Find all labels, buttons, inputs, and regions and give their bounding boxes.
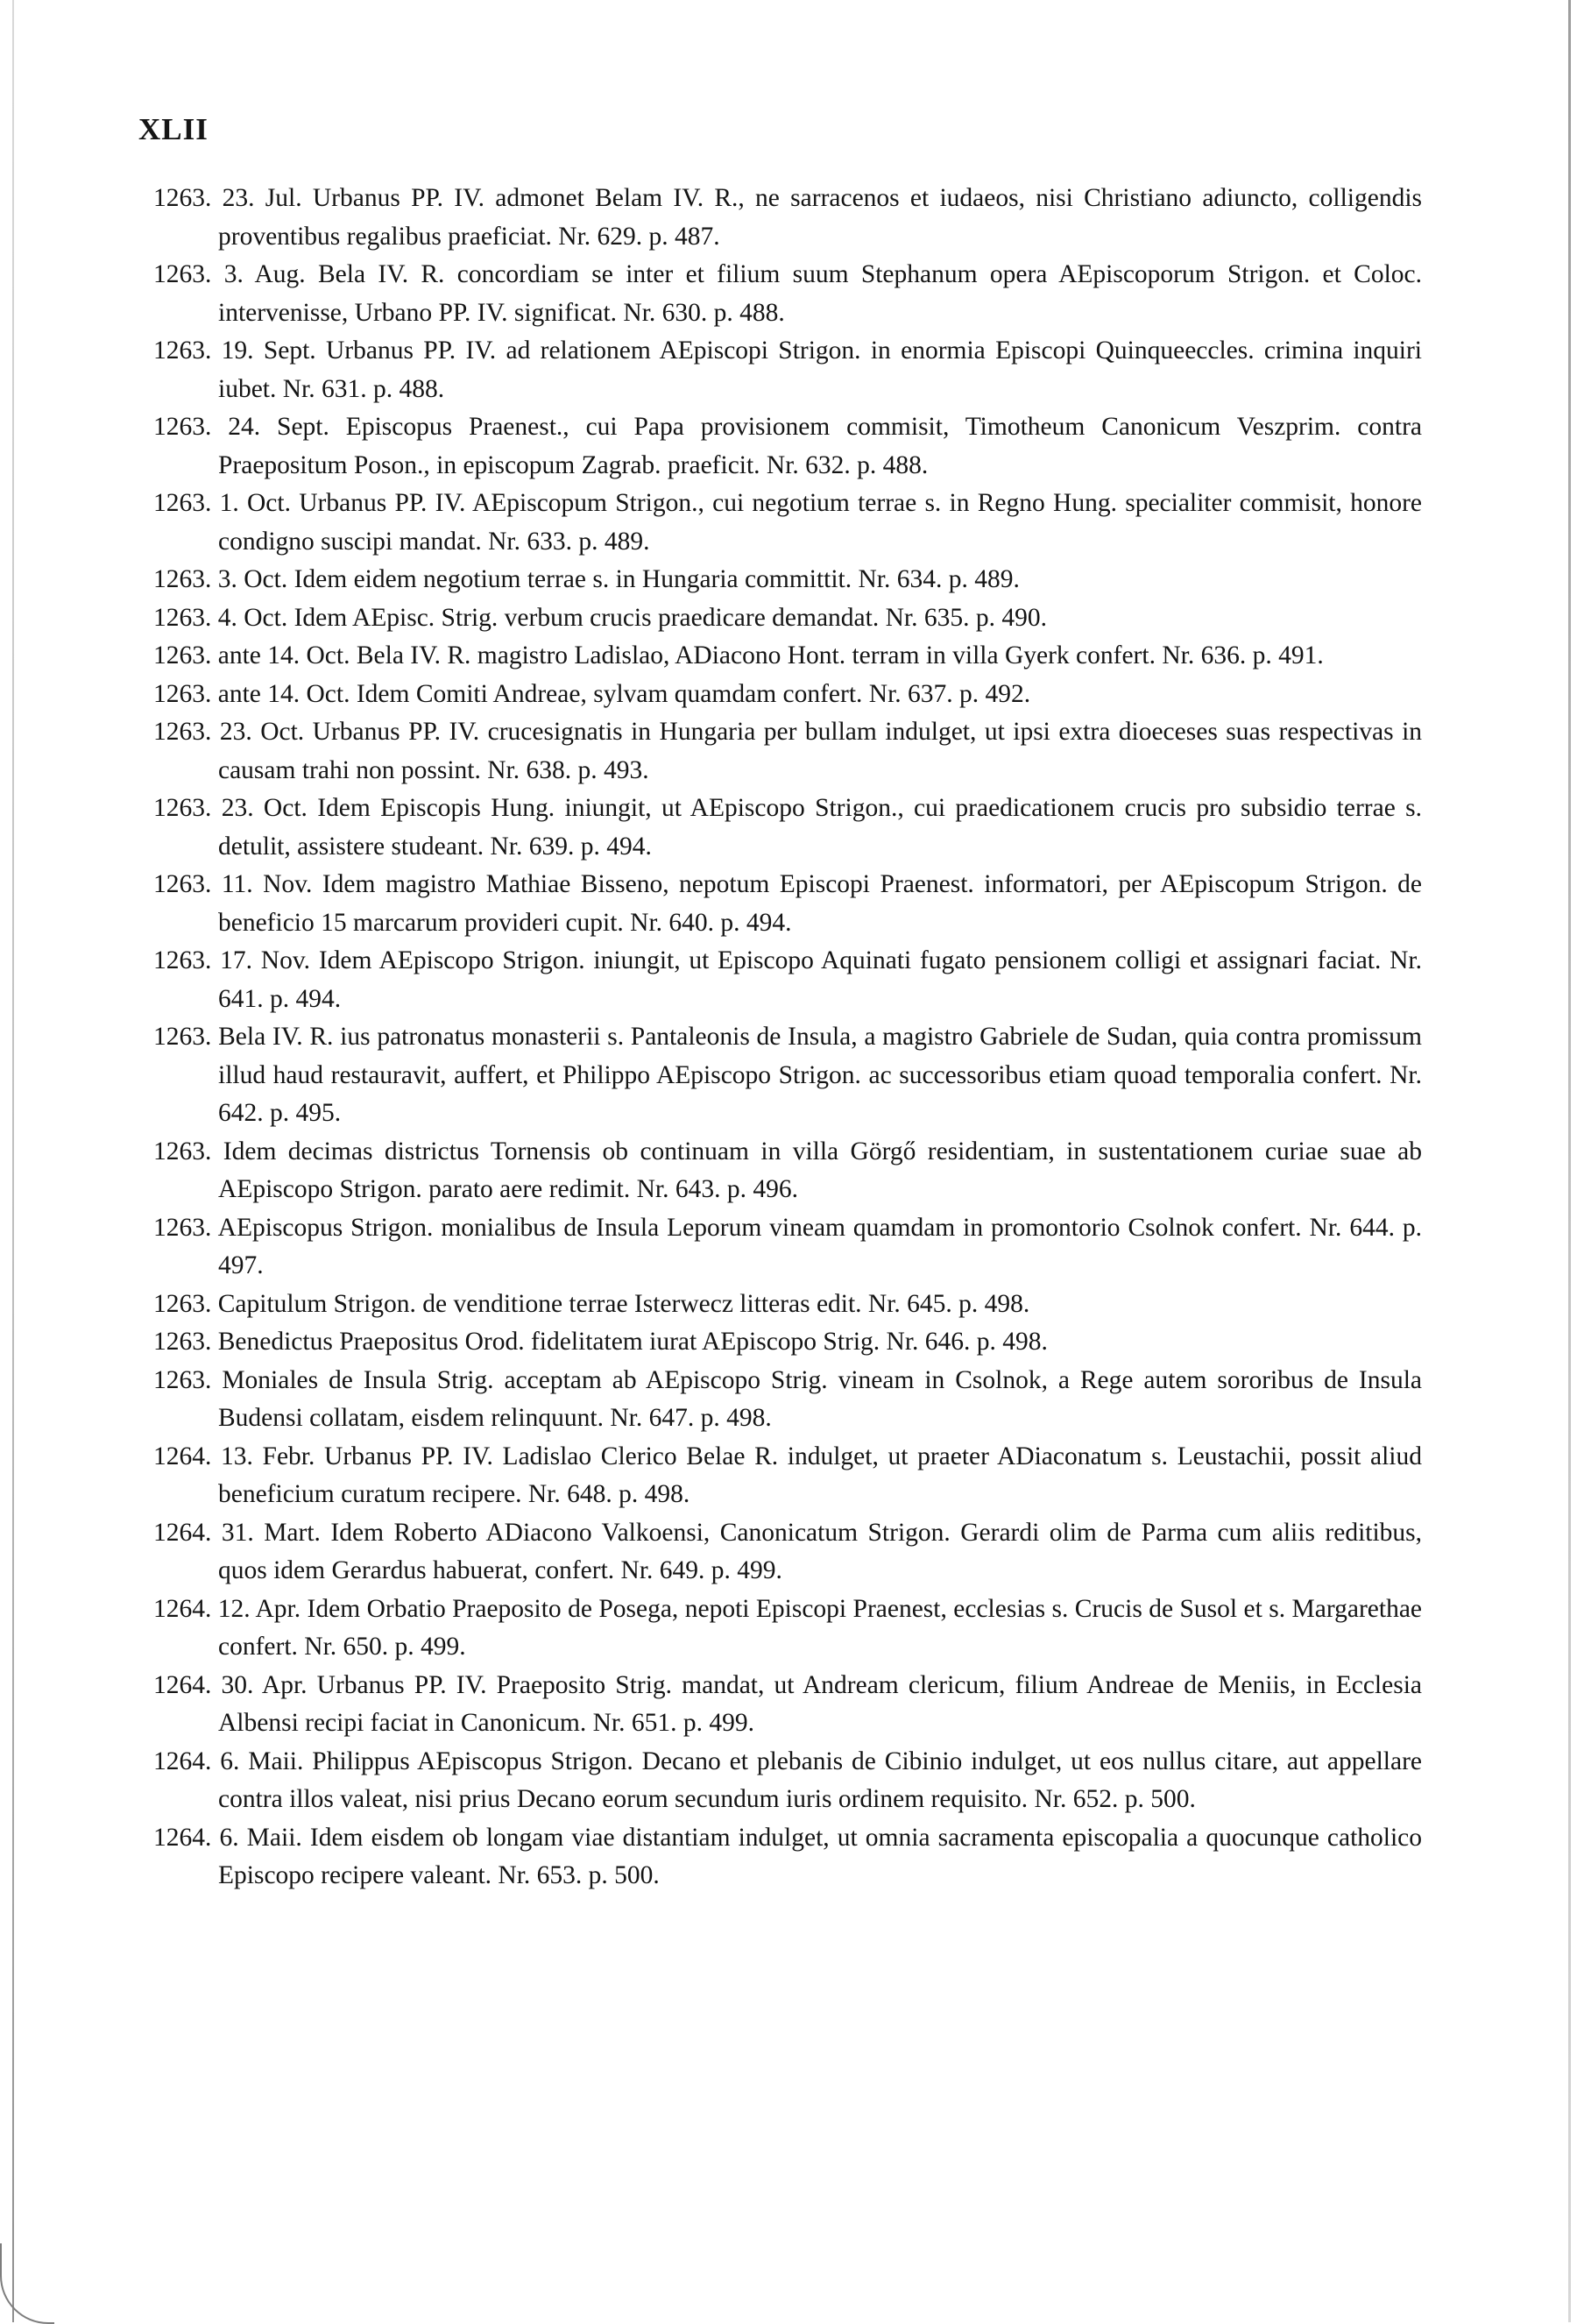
entry-date: 1263. 24. Sept. [153, 413, 329, 441]
entry-date: 1263. 19. Sept. [153, 337, 316, 365]
list-item [153, 408, 1422, 485]
entry-text: Idem Roberto ADiacono Valkoensi, Canonicatum Strigon. Gerardi olim de Parma cum aliis reditibus, quos idem Gerardus habuerat, confert. Nr. 649. p. 499. [218, 1518, 1423, 1584]
entry-date: 1263. 4. Oct. [153, 603, 288, 632]
scan-right-edge [1568, 0, 1571, 2322]
entry-text: Moniales de Insula Strig. acceptam ab AEpiscopo Strig. vineam in Csolnok, a Rege autem sororibus de Insula Budensi collatam, eisdem relinquunt. Nr. 647. p. 498. [218, 1365, 1423, 1432]
list-item [153, 1133, 1422, 1209]
entry-text: Bela IV. R. concordiam se inter et filium suum Stephanum opera AEpiscoporum Strigon. et Coloc. intervenisse, Urbano PP. IV. significat. Nr. 630. p. 488. [218, 260, 1422, 327]
list-item [153, 942, 1422, 1018]
list-item [153, 1209, 1422, 1286]
entry-text: Philippus AEpiscopus Strigon. Decano et plebanis de Cibinio indulget, ut eos nullus citare, aut appellare contra illos valeat, nisi prius Decano eorum secundum iuris ordinem requisito. Nr. 652. p. 500. [218, 1747, 1423, 1813]
entry-date: 1263. [153, 1137, 212, 1166]
entry-date: 1264. 6. Maii. [153, 1747, 304, 1775]
list-item [153, 637, 1422, 676]
entry-text: Urbanus PP. IV. Praeposito Strig. mandat, ut Andream clericum, filium Andreae de Meniis, in Ecclesia Albensi recipi faciat in Canonicum. Nr. 651. p. 499. [218, 1670, 1422, 1737]
entry-text: Bela IV. R. ius patronatus monasterii s. Pantaleonis de Insula, a magistro Gabriele de Sudan, quia contra promissum illud haud restauravit, auffert, et Philippo AEpiscopo Strigon. ac successoribus etiam quoad temporalia confert. Nr. 642. p. 495. [218, 1023, 1422, 1127]
scan-left-edge [12, 0, 14, 2322]
list-item [153, 1323, 1422, 1362]
list-item [153, 1514, 1422, 1591]
entry-text: Episcopus Praenest., cui Papa provisionem commisit, Timotheum Canonicum Veszprim. contra Praepositum Poson., in episcopum Zagrab. praeficit. Nr. 632. p. 488. [218, 413, 1422, 479]
entry-text: Urbanus PP. IV. crucesignatis in Hungaria per bullam indulget, ut ipsi extra dioeceses suas respectivas in causam trahi non possint. Nr. 638. p. 493. [218, 718, 1423, 784]
list-item [153, 1362, 1422, 1438]
entry-date: 1263. [153, 1365, 212, 1394]
entry-date: 1263. 3. Oct. [153, 565, 288, 593]
entry-date: 1263. 17. Nov. [153, 946, 311, 974]
list-item [153, 1286, 1422, 1324]
entry-text: AEpiscopus Strigon. monialibus de Insula Leporum vineam quamdam in promontorio Csolnok confert. Nr. 644. p. 497. [217, 1213, 1422, 1279]
entry-date: 1264. 6. Maii. [153, 1823, 302, 1852]
entry-date: 1263. [153, 1328, 212, 1356]
page-folio: XLII [138, 112, 209, 146]
entry-text: Urbanus PP. IV. ad relationem AEpiscopi Strigon. in enormia Episcopi Quinqueeccles. crimina inquiri iubet. Nr. 631. p. 488. [218, 337, 1422, 403]
list-item [153, 790, 1422, 866]
entry-date: 1263. ante 14. Oct. [153, 679, 350, 708]
entry-text: Bela IV. R. magistro Ladislao, ADiacono Hont. terram in villa Gyerk confert. Nr. 636. p. 491. [356, 641, 1324, 670]
entry-text: Idem magistro Mathiae Bisseno, nepotum Episcopi Praenest. informatori, per AEpiscopum Strigon. de beneficio 15 marcarum provideri cupit. Nr. 640. p. 494. [218, 870, 1423, 937]
entry-text: Idem Episcopis Hung. iniungit, ut AEpiscopo Strigon., cui praedicationem crucis pro subsidio terrae s. detulit, assistere studeant. Nr. 639. p. 494. [218, 794, 1422, 861]
list-item [153, 332, 1422, 408]
entry-text: Urbanus PP. IV. Ladislao Clerico Belae R. indulget, ut praeter ADiaconatum s. Leustachii, possit aliud beneficium curatum recipere. Nr. 648. p. 498. [218, 1442, 1422, 1508]
list-item [153, 1018, 1422, 1133]
entry-text: Capitulum Strigon. de venditione terrae Isterwecz litteras edit. Nr. 645. p. 498. [217, 1289, 1030, 1318]
entry-date: 1263. 23. Oct. [153, 794, 308, 822]
entry-text: Idem AEpiscopo Strigon. iniungit, ut Episcopo Aquinati fugato pensionem colligi et assignari faciat. Nr. 641. p. 494. [218, 946, 1423, 1013]
entry-text: Idem eidem negotium terrae s. in Hungaria committit. Nr. 634. p. 489. [293, 565, 1020, 593]
entry-text: Urbanus PP. IV. admonet Belam IV. R., ne sarracenos et iudaeos, nisi Christiano adiuncto, colligendis proventibus regalibus praeficiat. Nr. 629. p. 487. [218, 184, 1422, 251]
list-item [153, 180, 1422, 256]
scan-page-corner [0, 2243, 54, 2324]
list-item [153, 599, 1422, 638]
entry-date: 1263. 3. Aug. [153, 260, 306, 288]
entry-date: 1263. 11. Nov. [153, 870, 313, 898]
list-item [153, 485, 1422, 561]
entry-date: 1263. [153, 1023, 212, 1051]
entry-text: Urbanus PP. IV. AEpiscopum Strigon., cui negotium terrae s. in Regno Hung. specialiter commisit, honore condigno suscipi mandat. Nr. 633. p. 489. [218, 489, 1423, 556]
list-item [153, 256, 1422, 332]
entry-date: 1264. 13. Febr. [153, 1442, 315, 1470]
list-item [153, 561, 1422, 599]
entry-date: 1263. [153, 1213, 212, 1242]
list-item [153, 1743, 1422, 1819]
entry-text: Benedictus Praepositus Orod. fidelitatem iurat AEpiscopo Strig. Nr. 646. p. 498. [217, 1328, 1048, 1356]
list-item [153, 1438, 1422, 1514]
entry-text: Idem decimas districtus Tornensis ob continuam in villa Görgő residentiam, in sustentationem curiae suae ab AEpiscopo Strigon. parato aere redimit. Nr. 643. p. 496. [218, 1137, 1423, 1203]
entry-date: 1264. 31. Mart. [153, 1518, 321, 1547]
list-item [153, 713, 1422, 790]
entry-text: Idem AEpisc. Strig. verbum crucis praedicare demandat. Nr. 635. p. 490. [293, 603, 1047, 632]
entry-date: 1263. [153, 1289, 212, 1318]
entry-date: 1263. 1. Oct. [153, 489, 291, 517]
list-item [153, 1591, 1422, 1667]
list-item [153, 1667, 1422, 1743]
entry-date: 1263. ante 14. Oct. [153, 641, 350, 670]
list-item [153, 1819, 1422, 1895]
entry-date: 1263. 23. Oct. [153, 718, 305, 746]
list-item [153, 866, 1422, 942]
list-item [153, 676, 1422, 714]
regesta-list [153, 180, 1422, 1895]
entry-date: 1264. 12. Apr. [153, 1594, 301, 1623]
entry-text: Idem Comiti Andreae, sylvam quamdam confert. Nr. 637. p. 492. [356, 679, 1031, 708]
entry-text: Idem eisdem ob longam viae distantiam indulget, ut omnia sacramenta episcopalia a quocunque catholico Episcopo recipere valeant. Nr. 653. p. 500. [218, 1823, 1423, 1889]
entry-text: Idem Orbatio Praeposito de Posega, nepoti Episcopi Praenest, ecclesias s. Crucis de Susol et s. Margarethae confert. Nr. 650. p. 499. [218, 1594, 1423, 1661]
entry-date: 1264. 30. Apr. [153, 1670, 308, 1699]
entry-date: 1263. 23. Jul. [153, 184, 302, 212]
